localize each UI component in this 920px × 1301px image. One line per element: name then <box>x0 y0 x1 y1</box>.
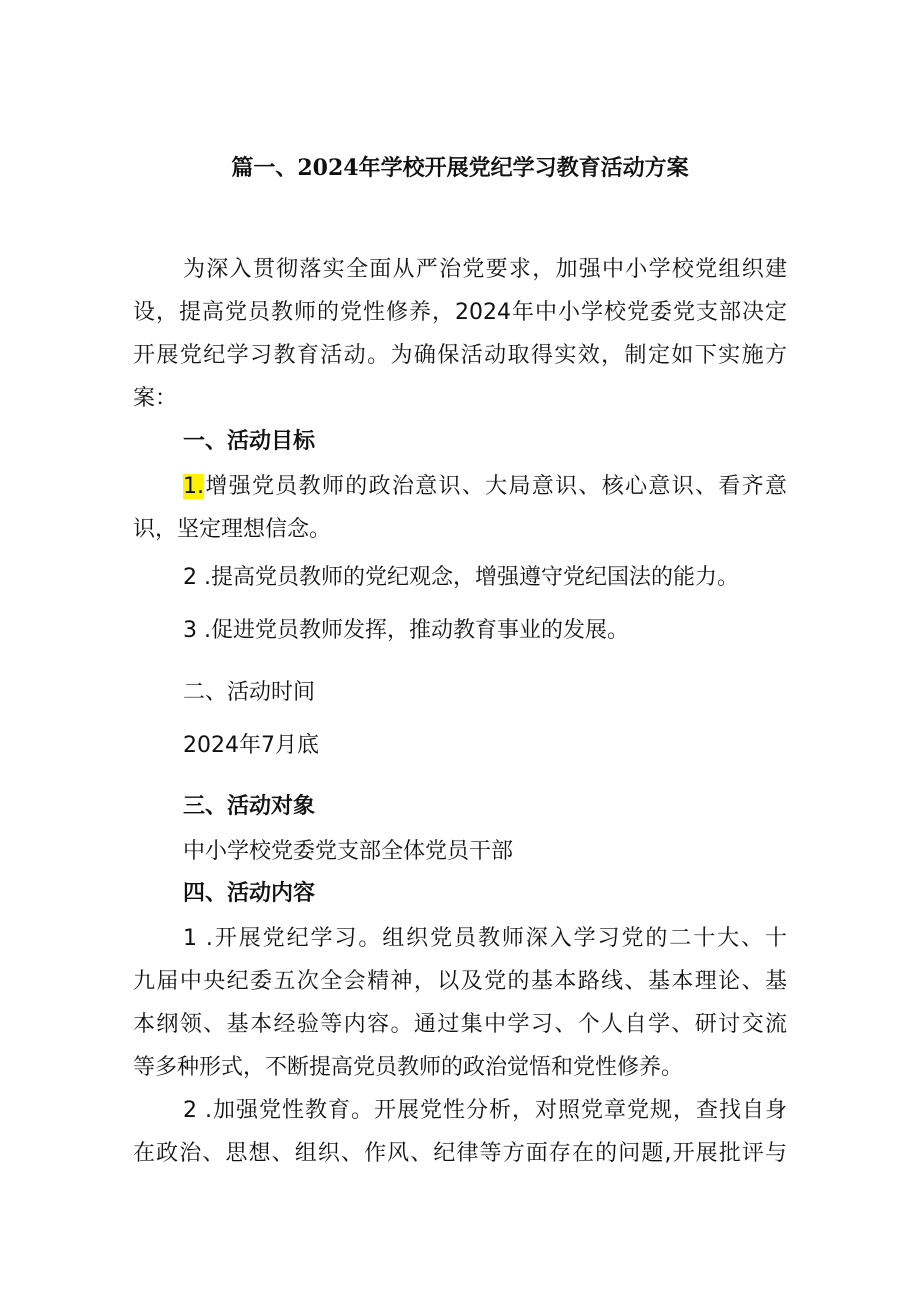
section-heading-content: 四、活动内容 <box>183 881 316 906</box>
goal-item-2: 2 .提高党员教师的党纪观念，增强遵守党纪国法的能力。 <box>183 565 739 590</box>
goal-item-1-text: 增强党员教师的政治意识、大局意识、核心意识、看齐意 <box>204 474 787 499</box>
content-para-1-line-4: 等多种形式，不断提高党员教师的政治觉悟和党性修养。 <box>133 1055 684 1080</box>
content-para-2-line-1: 2 .加强党性教育。开展党性分析，对照党章党规，查找自身 <box>183 1098 787 1123</box>
goal-item-1-line-1 <box>183 469 787 505</box>
content-para-1-line-2: 九届中央纪委五次全会精神，以及党的基本路线、基本理论、基 <box>133 969 787 994</box>
goal-item-1-line-2: 识，坚定理想信念。 <box>133 517 332 542</box>
goal-item-3: 3 .促进党员教师发挥，推动教育事业的发展。 <box>183 618 629 643</box>
intro-line-3: 开展党纪学习教育活动。为确保活动取得实效，制定如下实施方 <box>133 343 787 368</box>
document-title: 篇一、2024年学校开展党纪学习教育活动方案 <box>231 155 689 181</box>
content-para-1-line-3: 本纲领、基本经验等内容。通过集中学习、个人自学、研讨交流 <box>133 1012 787 1037</box>
intro-line-4: 案： <box>133 386 178 411</box>
section-heading-goals: 一、活动目标 <box>183 429 316 454</box>
activity-time-text: 2024年7月底 <box>183 733 319 758</box>
intro-line-2: 设，提高党员教师的党性修养，2024年中小学校党委党支部决定 <box>133 300 787 325</box>
content-para-2-line-2: 在政治、思想、组织、作风、纪律等方面存在的问题,开展批评与 <box>133 1141 787 1166</box>
goal-item-1-number-highlight: 1. <box>183 474 204 499</box>
section-heading-participants: 三、活动对象 <box>183 794 316 819</box>
participants-text: 中小学校党委党支部全体党员干部 <box>183 839 514 864</box>
section-heading-time: 二、活动时间 <box>183 680 316 705</box>
content-para-1-line-1: 1 .开展党纪学习。组织党员教师深入学习党的二十大、十 <box>183 926 787 951</box>
intro-line-1: 为深入贯彻落实全面从严治党要求，加强中小学校党组织建 <box>183 257 787 282</box>
